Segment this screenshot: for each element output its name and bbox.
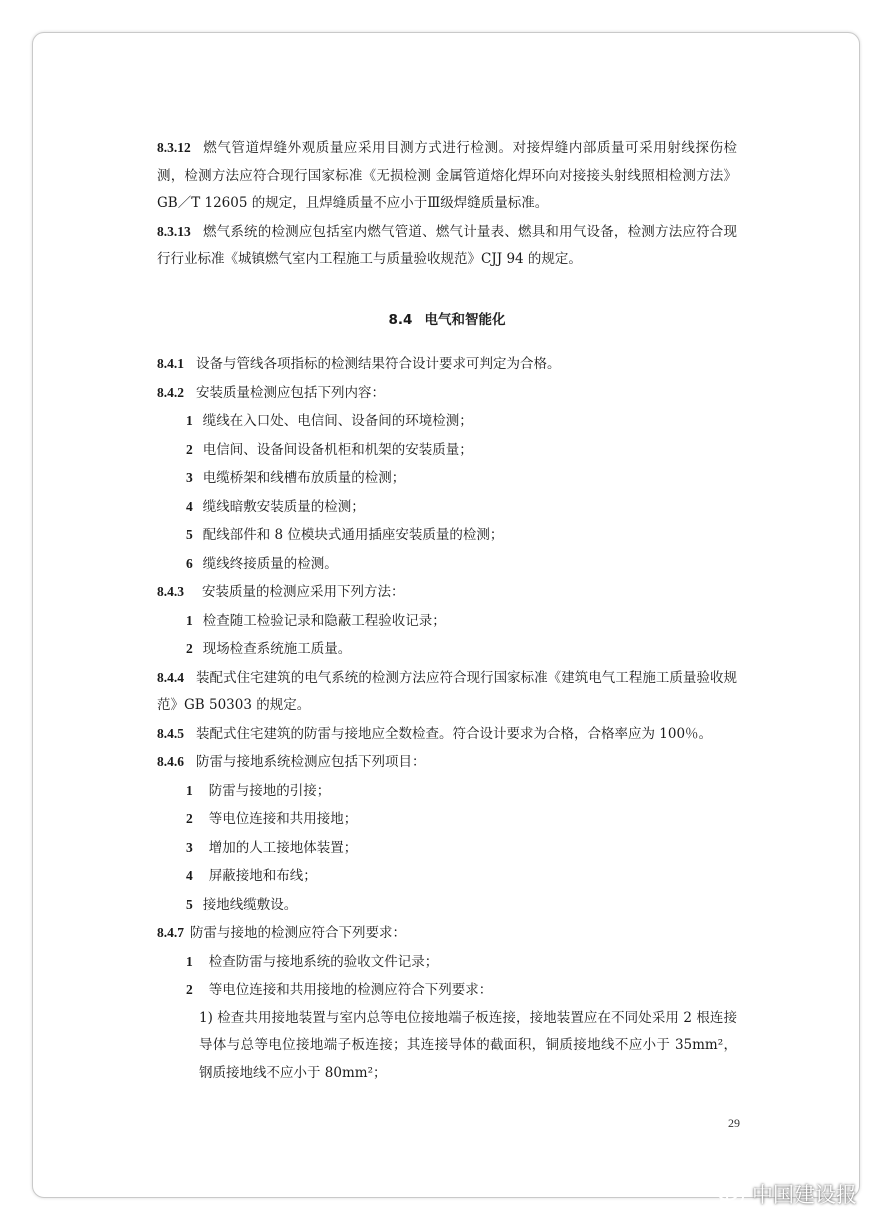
item-number: 4 (186, 868, 193, 883)
item-text: 防雷与接地的引接； (208, 782, 331, 799)
item-text: 增加的人工接地体装置； (208, 839, 358, 856)
wechat-icon (716, 1182, 746, 1206)
clause-number: 8.4.6 (157, 754, 184, 769)
clause-text: 设备与管线各项指标的检测结果符合设计要求可判定为合格。 (196, 356, 561, 372)
item-text: 现场检查系统施工质量。 (202, 641, 352, 657)
list-item (157, 891, 737, 920)
clause-text: 燃气管道焊缝外观质量应采用目测方式进行检测。对接焊缝内部质量可采用射线探伤检测，检测方法应符合现行国家标准《无损检测 金属管道熔化焊环向对接接头射线照相检测方法》GB／T 12605 的规定，且焊缝质量不应小于Ⅲ级焊缝质量标准。 (157, 140, 737, 211)
item-text: 缆线暗敷安装质量的检测； (202, 498, 365, 515)
clause-text: 装配式住宅建筑的防雷与接地应全数检查。符合设计要求为合格，合格率应为 100％。 (196, 725, 713, 742)
item-text: 等电位连接和共用接地； (208, 811, 358, 827)
item-text: 接地线缆敷设。 (202, 896, 298, 913)
document-body (157, 134, 737, 1087)
list-item (157, 607, 737, 636)
item-number: 1 (186, 413, 193, 428)
clause-8-3-13 (157, 218, 737, 274)
list-item (157, 635, 737, 664)
clause-8-4-5 (157, 720, 737, 749)
watermark-text: 中国建设报 (752, 1183, 857, 1207)
clause-text: 燃气系统的检测应包括室内燃气管道、燃气计量表、燃具和用气设备，检测方法应符合现行行业标准《城镇燃气室内工程施工与质量验收规范》CJJ 94 的规定。 (157, 223, 737, 267)
item-text: 缆线在入口处、电信间、设备间的环境检测； (202, 413, 473, 429)
clause-number: 8.3.13 (157, 223, 191, 239)
clause-number: 8.4.4 (157, 669, 184, 685)
item-number: 4 (186, 498, 193, 514)
clause-8-3-12 (157, 134, 737, 218)
item-text: 配线部件和 8 位模块式通用插座安装质量的检测； (202, 527, 504, 543)
clause-text: 防雷与接地系统检测应包括下列项目： (196, 754, 426, 770)
clause-text: 安装质量的检测应采用下列方法： (202, 584, 405, 600)
section-heading (157, 307, 737, 335)
section-number: 8.4 (388, 311, 413, 328)
clause-text: 安装质量检测应包括下列内容： (196, 384, 385, 401)
list-item (157, 834, 737, 863)
item-text: 屏蔽接地和布线； (208, 868, 317, 884)
clause-8-4-7 (157, 919, 737, 948)
item-text: 电缆桥架和线槽布放质量的检测； (202, 470, 406, 486)
item-number: 2 (186, 811, 193, 826)
clause-8-4-2 (157, 379, 737, 408)
list-item (157, 777, 737, 806)
list-item (157, 464, 737, 493)
list-item (157, 805, 737, 834)
clause-number: 8.4.2 (157, 384, 184, 400)
item-number: 1 (186, 953, 193, 969)
item-number: 2 (186, 641, 193, 656)
clause-8-4-6 (157, 748, 737, 777)
list-item (157, 407, 737, 436)
item-number: 2 (186, 441, 193, 457)
clause-8-4-3 (157, 578, 737, 607)
list-item (157, 862, 737, 891)
item-text: 检查随工检验记录和隐蔽工程验收记录； (202, 612, 446, 629)
list-item (157, 948, 737, 977)
clause-number: 8.3.12 (157, 140, 191, 155)
item-number: 1 (186, 782, 193, 798)
sub-item: 1) 检查共用接地装置与室内总等电位接地端子板连接，接地装置应在不同处采用 2 根连接导体与总等电位接地端子板连接；其连接导体的截面积，铜质接地线不应小于 35mm²，钢质接地线不应小于 80mm²； (199, 1009, 737, 1081)
item-number: 5 (186, 527, 193, 542)
item-text: 电信间、设备间设备机柜和机架的安装质量； (202, 441, 473, 458)
item-number: 2 (186, 982, 193, 997)
item-text: 缆线终接质量的检测。 (202, 555, 338, 572)
clause-number: 8.4.1 (157, 356, 184, 371)
list-item (157, 521, 737, 550)
list-item (157, 493, 737, 522)
list-item (157, 436, 737, 465)
clause-text: 装配式住宅建筑的电气系统的检测方法应符合现行国家标准《建筑电气工程施工质量验收规范》GB 50303 的规定。 (157, 669, 737, 713)
item-number: 3 (186, 470, 193, 485)
list-item (157, 550, 737, 579)
item-text: 等电位连接和共用接地的检测应符合下列要求： (208, 982, 493, 998)
item-text: 检查防雷与接地系统的验收文件记录； (208, 953, 439, 970)
clause-text: 防雷与接地的检测应符合下列要求： (190, 925, 406, 941)
clause-number: 8.4.5 (157, 725, 184, 741)
clause-number: 8.4.3 (157, 584, 184, 599)
item-number: 6 (186, 555, 193, 571)
item-number: 5 (186, 896, 193, 912)
page-number: 29 (728, 1116, 740, 1130)
section-title: 电气和智能化 (424, 311, 506, 328)
clause-8-4-1 (157, 350, 737, 379)
clause-8-4-4 (157, 664, 737, 720)
clause-number: 8.4.7 (157, 925, 184, 940)
list-item (157, 976, 737, 1005)
item-number: 1 (186, 612, 193, 628)
watermark (716, 1176, 857, 1212)
item-number: 3 (186, 839, 193, 855)
